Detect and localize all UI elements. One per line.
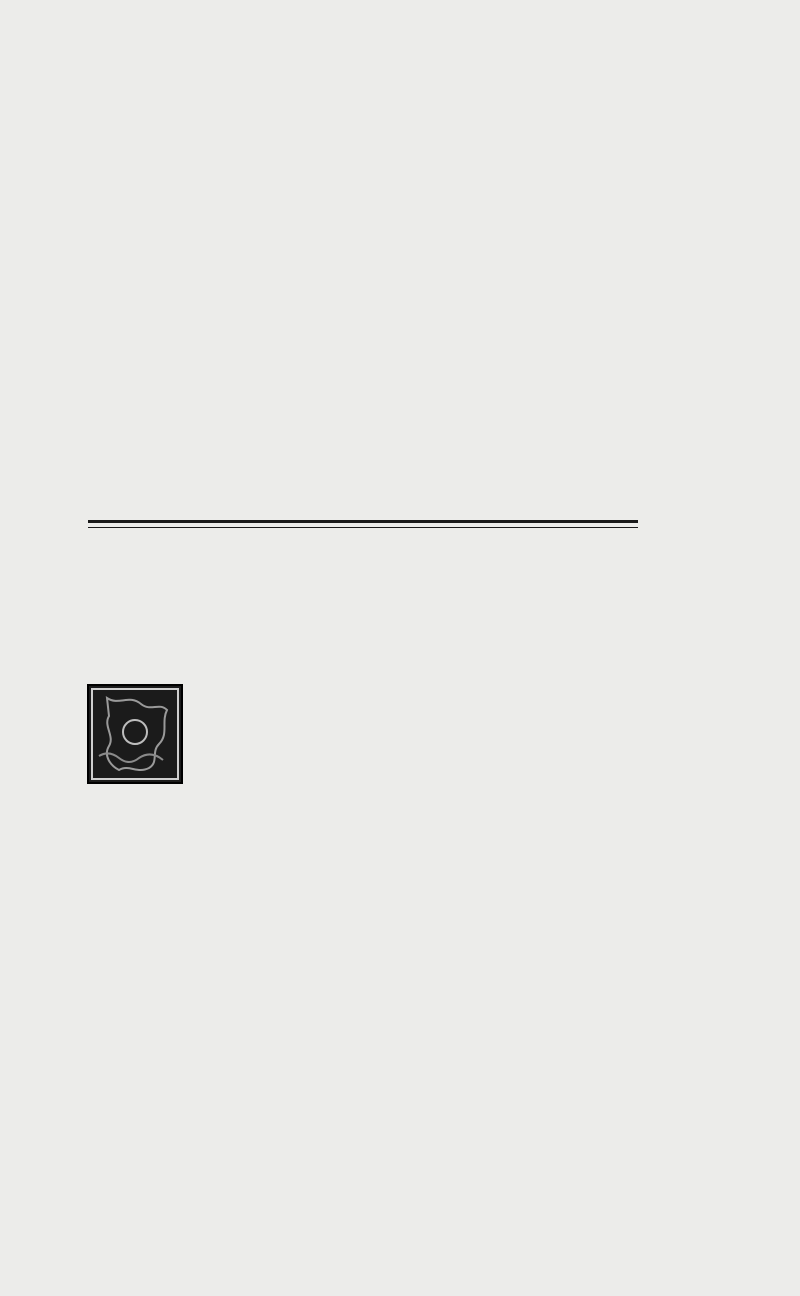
running-header — [0, 26, 800, 66]
ornamental-initial-icon — [89, 686, 181, 782]
section-divider-thin — [88, 527, 638, 528]
section-divider — [88, 520, 638, 523]
drop-cap-initial — [87, 684, 183, 784]
